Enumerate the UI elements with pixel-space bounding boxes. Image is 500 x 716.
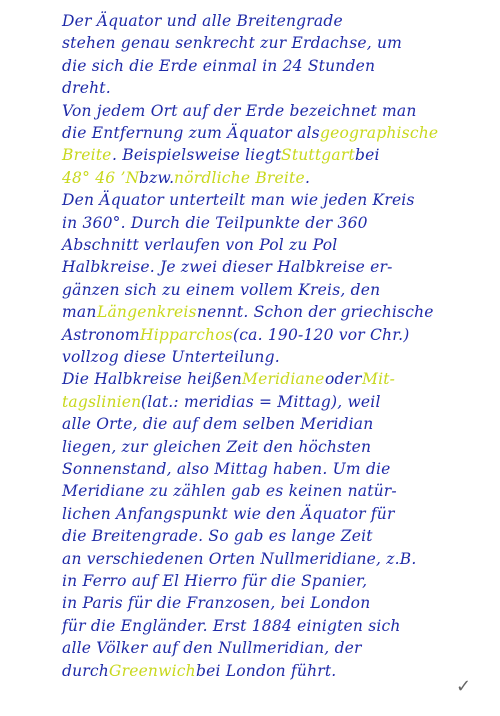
text-segment: die sich die Erde einmal in 24 Stunden (62, 56, 376, 75)
text-segment: alle Völker auf den Nullmeridian, der (62, 639, 362, 658)
text-segment: an verschiedenen Orten Nullmeridiane, z.B. (62, 549, 417, 568)
highlighted-term: 48° 46 ’N (62, 168, 140, 187)
text-segment: (ca. 190-120 vor Chr.) (233, 325, 410, 344)
text-segment: Halbkreise. Je zwei dieser Halbkreise er- (62, 258, 393, 277)
highlighted-term: Meridiane (242, 370, 325, 389)
text-segment: die Breitengrade. So gab es lange Zeit (62, 527, 373, 546)
text-segment: vollzog diese Unterteilung. (62, 348, 280, 366)
text-segment: (lat.: meridias = Mittag), weil (141, 392, 381, 411)
text-segment: Der Äquator und alle Breitengrade (62, 12, 343, 30)
checkmark-icon: ✓ (456, 676, 472, 697)
highlighted-term: tagslinien (62, 392, 142, 411)
text-segment: Den Äquator unterteilt man wie jeden Kreis (62, 191, 415, 210)
text-segment: liegen, zur gleichen Zeit den höchsten (62, 437, 372, 456)
text-segment: in 360°. Durch die Teilpunkte der 360 (62, 213, 368, 232)
highlighted-term: Stuttgart (281, 146, 355, 165)
highlighted-term: nördliche Breite (174, 168, 305, 187)
text-segment: Von jedem Ort auf der Erde bezeichnet man (62, 101, 417, 120)
text-segment: bei (355, 146, 380, 165)
highlighted-term: geographische (320, 124, 439, 142)
text-segment: oder (325, 370, 362, 389)
text-segment: Meridiane zu zählen gab es keinen natür- (62, 482, 397, 501)
text-segment: nennt. Schon der griechische (197, 303, 434, 322)
text-segment: . (305, 168, 311, 187)
text-segment: bei London führt. (196, 661, 337, 680)
text-segment: stehen genau senkrecht zur Erdachse, um (62, 34, 403, 53)
text-segment: Sonnenstand, also Mittag haben. Um die (62, 460, 391, 478)
text-segment: die Entfernung zum Äquator als (62, 124, 320, 142)
highlighted-term: Hipparchos (140, 325, 233, 344)
text-segment: Astronom (62, 325, 140, 344)
text-segment: lichen Anfangspunkt wie den Äquator für (62, 504, 395, 523)
highlighted-term: Breite (62, 146, 112, 165)
text-segment: man (62, 303, 97, 322)
text-segment: Abschnitt verlaufen von Pol zu Pol (62, 236, 338, 254)
text-segment: alle Orte, die auf dem selben Meridian (62, 415, 374, 434)
text-segment: gänzen sich zu einem vollem Kreis, den (62, 280, 381, 299)
text-line (0, 662, 500, 692)
highlighted-term: Längenkreis (97, 303, 197, 322)
text-segment: bzw. (139, 168, 175, 187)
text-segment: durch (62, 661, 109, 680)
text-segment: . Beispielsweise liegt (112, 146, 282, 165)
text-segment: dreht. (62, 79, 111, 98)
text-segment: für die Engländer. Erst 1884 einigten sich (62, 616, 401, 635)
text-segment: in Ferro auf El Hierro für die Spanier, (62, 572, 368, 590)
text-segment: Die Halbkreise heißen (62, 370, 242, 389)
highlighted-term: Greenwich (109, 661, 196, 680)
text-segment: in Paris für die Franzosen, bei London (62, 594, 371, 613)
highlighted-term: Mit- (362, 370, 396, 389)
